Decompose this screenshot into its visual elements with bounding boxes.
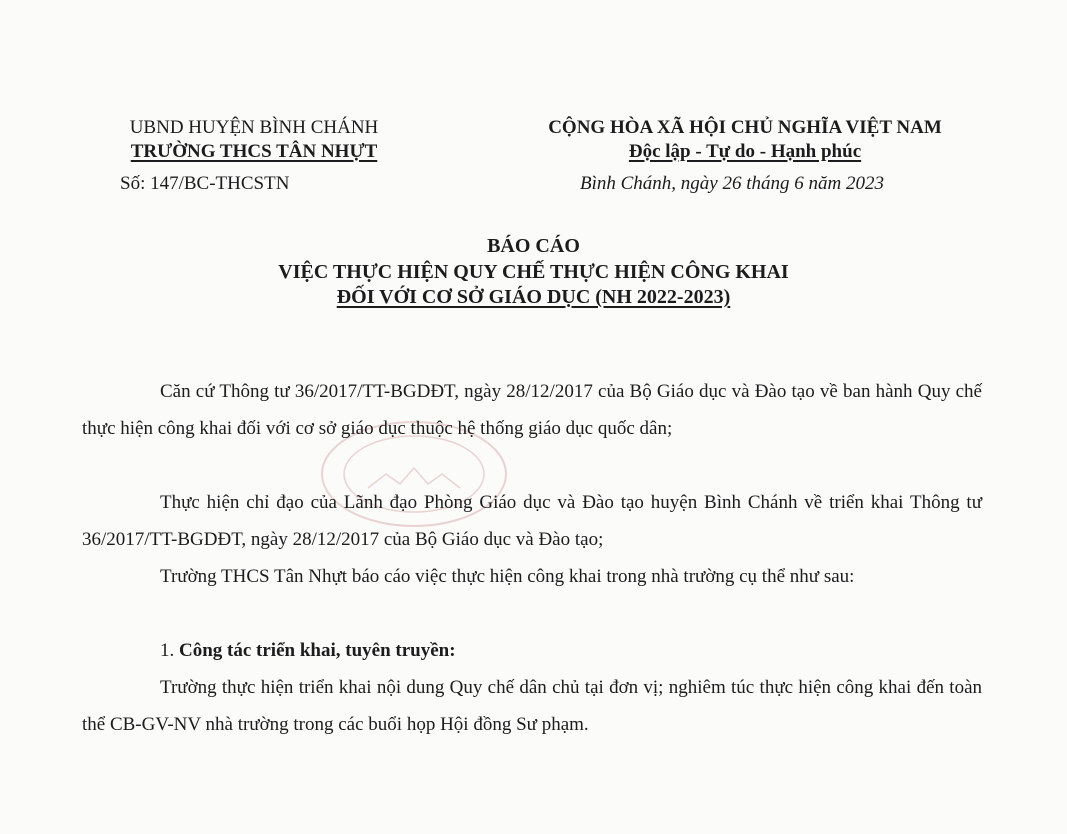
- section-number: 1.: [160, 640, 179, 661]
- paragraph-legal-basis: [82, 373, 982, 447]
- org-name-line2: [0, 140, 508, 164]
- section-title: Công tác triển khai, tuyên truyền:: [179, 640, 456, 661]
- report-type: BÁO CÁO: [487, 235, 580, 257]
- paragraph-legal-basis-text: Căn cứ Thông tư 36/2017/TT-BGDĐT, ngày 28/12/2017 của Bộ Giáo dục và Đào tạo về ban hành Quy chế thực hiện công khai đối với cơ sở giáo dục thuộc hệ thống giáo dục quốc dân;: [82, 381, 982, 439]
- paragraph-implementation-text: Trường thực hiện triển khai nội dung Quy chế dân chủ tại đơn vị; nghiêm túc thực hiện công khai đến toàn thể CB-GV-NV nhà trường trong các buổi họp Hội đồng Sư phạm.: [82, 677, 982, 735]
- report-title-line1: VIỆC THỰC HIỆN QUY CHẾ THỰC HIỆN CÔNG KHAI: [278, 261, 789, 283]
- document-number: Số: 147/BC-THCSTN: [120, 173, 290, 194]
- paragraph-implementation: [82, 669, 982, 743]
- section-heading-1: [82, 632, 982, 669]
- paragraph-directive-text: Thực hiện chỉ đạo của Lãnh đạo Phòng Giáo dục và Đào tạo huyện Bình Chánh về triển khai Thông tư 36/2017/TT-BGDĐT, ngày 28/12/2017 của Bộ Giáo dục và Đào tạo;: [82, 492, 982, 550]
- place-and-date: Bình Chánh, ngày 26 tháng 6 năm 2023: [580, 173, 884, 194]
- motto-text: Độc lập - Tự do - Hạnh phúc: [628, 141, 862, 162]
- nation-name: CỘNG HÒA XÃ HỘI CHỦ NGHĨA VIỆT NAM: [548, 117, 942, 138]
- paragraph-directive: [82, 484, 982, 558]
- school-name: TRƯỜNG THCS TÂN NHỰT: [130, 141, 378, 162]
- paragraph-report-intro-text: Trường THCS Tân Nhựt báo cáo việc thực hiện công khai trong nhà trường cụ thể như sau:: [160, 566, 855, 587]
- org-name-line1: UBND HUYỆN BÌNH CHÁNH: [129, 117, 379, 138]
- nation-motto: [440, 140, 1050, 164]
- report-title-line2-text: ĐỐI VỚI CƠ SỞ GIÁO DỤC (NH 2022-2023): [336, 286, 731, 308]
- paragraph-report-intro: [82, 558, 982, 595]
- report-title-line2: [0, 284, 1067, 310]
